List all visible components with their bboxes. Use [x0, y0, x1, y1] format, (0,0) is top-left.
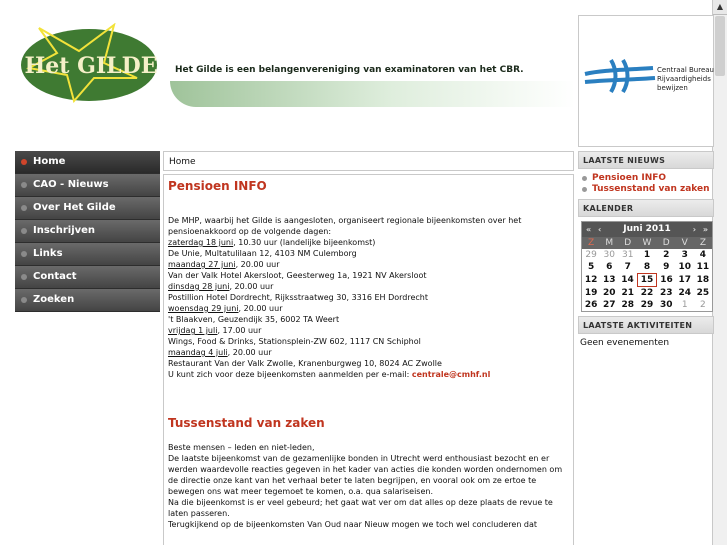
- weekday-label: M: [600, 237, 618, 249]
- calendar-day[interactable]: 4: [699, 250, 707, 260]
- calendar-day[interactable]: 2: [700, 300, 706, 310]
- calendar-day[interactable]: 20: [602, 287, 616, 298]
- calendar-day[interactable]: 30: [603, 250, 615, 260]
- calendar-day[interactable]: 1: [681, 300, 688, 310]
- calendar: [581, 221, 713, 312]
- cbr-logo-icon: [583, 56, 657, 96]
- calendar-week: [582, 261, 712, 274]
- bullet-icon: [21, 228, 27, 234]
- calendar-day[interactable]: 29: [585, 250, 597, 260]
- main-content: [163, 174, 574, 545]
- breadcrumb: Home: [163, 151, 574, 171]
- calendar-grid: [582, 237, 712, 311]
- right-sidebar: [578, 151, 714, 352]
- calendar-week: [582, 249, 712, 261]
- menu-item-cao-nieuws[interactable]: CAO - Nieuws: [15, 174, 160, 197]
- calendar-day[interactable]: 1: [643, 250, 651, 260]
- event-date-link[interactable]: maandag 4 juli: [168, 348, 228, 357]
- menu-item-contact[interactable]: Contact: [15, 266, 160, 289]
- site-header: [15, 15, 575, 145]
- calendar-day[interactable]: 26: [584, 300, 598, 310]
- menu-item-links[interactable]: Links: [15, 243, 160, 266]
- calendar-day[interactable]: 12: [584, 275, 598, 285]
- news-heading: LAATSTE NIEUWS: [578, 151, 714, 169]
- scroll-thumb[interactable]: [715, 16, 725, 76]
- event-line: dinsdag 28 juni, 20.00 uur: [168, 282, 274, 291]
- bullet-icon: [21, 159, 27, 165]
- calendar-day[interactable]: 27: [602, 300, 616, 310]
- event-place: Van der Valk Hotel Akersloot, Geesterweg 1a, 1921 NV Akersloot: [168, 271, 427, 280]
- calendar-heading: KALENDER: [578, 199, 714, 217]
- calendar-day[interactable]: 5: [587, 262, 595, 273]
- event-line: vrijdag 1 juli, 17.00 uur: [168, 326, 262, 335]
- article-paragraph: De laatste bijeenkomst van de gezamenlijke bonden in Utrecht werd enthousiast bezocht en er werden waardevolle reacties gegeven in het kader van acties die konden worden ondernomen om de directie onze kant van het verhaal beter te laten begrijpen, en vooral ook om ze ertoe te bewegen ons wat meer tegemoet te komen, o.a. qua salariseisen.: [168, 454, 563, 496]
- news-list: [578, 169, 714, 199]
- next-month-icon[interactable]: ›: [692, 225, 696, 234]
- weekday-label: W: [637, 237, 657, 249]
- signup-text: U kunt zich voor deze bijeenkomsten aanmelden per e-mail: centrale@cmhf.nl: [168, 370, 491, 379]
- calendar-day[interactable]: 8: [643, 262, 651, 272]
- news-item-link[interactable]: Pensioen INFO: [592, 173, 714, 184]
- site-tagline: Het Gilde is een belangenvereniging van examinatoren van het CBR.: [175, 65, 524, 75]
- calendar-day[interactable]: 29: [640, 300, 654, 310]
- cbr-banner[interactable]: [578, 15, 714, 147]
- menu-item-over-het-gilde[interactable]: Over Het Gilde: [15, 197, 160, 220]
- event-line: maandag 27 juni, 20.00 uur: [168, 260, 280, 269]
- article-paragraph: Terugkijkend op de bijeenkomsten Van Oud naar Nieuw mogen we toch wel concluderen dat: [168, 520, 538, 529]
- email-link[interactable]: centrale@cmhf.nl: [411, 370, 491, 379]
- article-intro: De MHP, waarbij het Gilde is aangesloten, organiseert regionale bijeenkomsten over het pensioenakkoord op de volgende dagen:: [168, 216, 522, 236]
- event-place: De Unie, Multatulilaan 12, 4103 NM Culemborg: [168, 249, 357, 258]
- menu-item-home[interactable]: Home: [15, 151, 160, 174]
- prev-year-icon[interactable]: «: [586, 225, 592, 234]
- next-year-icon[interactable]: »: [702, 225, 708, 234]
- calendar-day[interactable]: 19: [584, 287, 598, 298]
- calendar-week: [582, 274, 712, 287]
- bullet-icon: [21, 182, 27, 188]
- activities-empty: Geen evenementen: [580, 338, 670, 348]
- scroll-up-arrow-icon[interactable]: ▲: [713, 0, 727, 15]
- calendar-day[interactable]: 9: [663, 262, 670, 273]
- event-date-link[interactable]: maandag 27 juni: [168, 260, 236, 269]
- bullet-icon: [21, 251, 27, 257]
- event-place: Postillion Hotel Dordrecht, Rijksstraatweg 30, 3316 EH Dordrecht: [168, 293, 429, 302]
- cbr-name: Centraal Bureau Rijvaardigheids bewijzen: [657, 66, 714, 92]
- calendar-day[interactable]: 11: [696, 262, 710, 273]
- bullet-icon: [21, 205, 27, 211]
- weekday-label: D: [618, 237, 637, 249]
- logo-text: Het GILDE: [24, 53, 158, 79]
- bullet-icon: [21, 274, 27, 280]
- event-place: 't Blaakven, Geuzendijk 35, 6002 TA Weert: [168, 315, 340, 324]
- menu-item-inschrijven[interactable]: Inschrijven: [15, 220, 160, 243]
- calendar-day[interactable]: 23: [659, 287, 673, 298]
- weekday-label: D: [657, 237, 676, 249]
- calendar-day[interactable]: 25: [696, 287, 710, 298]
- event-date-link[interactable]: dinsdag 28 juni: [168, 282, 230, 291]
- calendar-day[interactable]: 2: [663, 250, 670, 260]
- article-title-pensioen[interactable]: Pensioen INFO: [168, 179, 267, 193]
- menu-item-zoeken[interactable]: Zoeken: [15, 289, 160, 312]
- calendar-day[interactable]: 30: [659, 300, 673, 310]
- main-menu: [15, 151, 160, 312]
- weekday-label: Z: [582, 237, 600, 249]
- prev-month-icon[interactable]: ‹: [598, 225, 602, 234]
- article-paragraph: Na die bijeenkomst is er veel gebeurd; het gaat wat ver om dat alles op deze plaats de revue te laten passeren.: [168, 498, 553, 518]
- calendar-day[interactable]: 3: [681, 250, 688, 260]
- article-title-tussenstand[interactable]: Tussenstand van zaken: [168, 416, 325, 430]
- calendar-day[interactable]: 28: [621, 300, 635, 310]
- calendar-header: [582, 222, 712, 237]
- event-date-link[interactable]: zaterdag 18 juni: [168, 238, 234, 247]
- event-date-link[interactable]: vrijdag 1 juli: [168, 326, 218, 335]
- event-line: zaterdag 18 juni, 10.30 uur (landelijke bijeenkomst): [168, 238, 376, 247]
- event-date-link[interactable]: woensdag 29 juni: [168, 304, 239, 313]
- calendar-day[interactable]: 18: [696, 275, 710, 285]
- calendar-month: Juni 2011: [623, 224, 671, 234]
- het-gilde-logo[interactable]: [19, 23, 169, 103]
- bullet-icon: [21, 297, 27, 303]
- calendar-week: [582, 299, 712, 311]
- vertical-scrollbar[interactable]: [712, 0, 727, 545]
- article-paragraph: Beste mensen – leden en niet-leden,: [168, 443, 315, 452]
- calendar-day-today[interactable]: 15: [637, 274, 657, 287]
- header-gradient-bar: [170, 81, 575, 107]
- calendar-day[interactable]: 31: [622, 250, 634, 260]
- news-item-link[interactable]: Tussenstand van zaken: [592, 184, 714, 195]
- event-line: maandag 4 juli, 20.00 uur: [168, 348, 272, 357]
- event-place: Wings, Food & Drinks, Stationsplein-ZW 602, 1117 CN Schiphol: [168, 337, 421, 346]
- calendar-day[interactable]: 17: [678, 275, 691, 285]
- calendar-day[interactable]: 6: [606, 262, 613, 273]
- calendar-day[interactable]: 10: [678, 262, 691, 273]
- event-place: Restaurant Van der Valk Zwolle, Kranenburgweg 10, 8024 AC Zwolle: [168, 359, 442, 368]
- calendar-day[interactable]: 22: [640, 288, 654, 298]
- activities-heading: LAATSTE AKTIVITEITEN: [578, 316, 714, 334]
- weekday-label: Z: [694, 237, 712, 249]
- calendar-weekday-row: [582, 237, 712, 249]
- calendar-day[interactable]: 7: [624, 262, 631, 273]
- calendar-day[interactable]: 14: [621, 275, 634, 285]
- calendar-day[interactable]: 13: [602, 275, 616, 285]
- event-line: woensdag 29 juni, 20.00 uur: [168, 304, 283, 313]
- calendar-day[interactable]: 16: [660, 275, 673, 285]
- calendar-week: [582, 287, 712, 300]
- weekday-label: V: [676, 237, 694, 249]
- calendar-day[interactable]: 21: [621, 287, 635, 298]
- calendar-day[interactable]: 24: [678, 287, 691, 298]
